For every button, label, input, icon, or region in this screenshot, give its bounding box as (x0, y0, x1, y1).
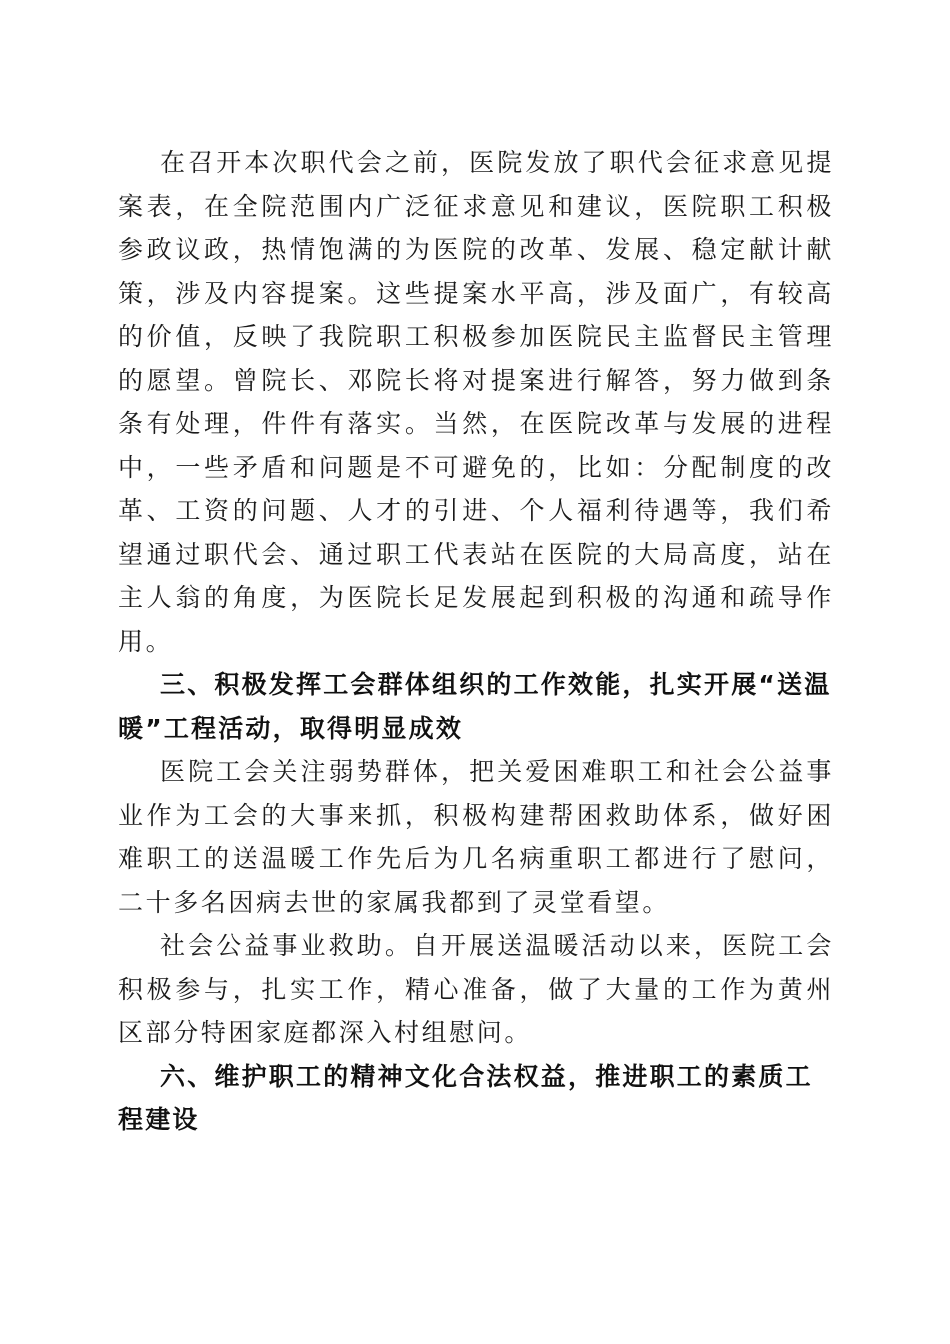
paragraph-proposals: 在召开本次职代会之前，医院发放了职代会征求意见提案表，在全院范围内广泛征求意见和建议，医院职工积极参政议政，热情饱满的为医院的改革、发展、稳定献计献策，涉及内容提案。这些提案水平高，涉及面广，有较高的价值，反映了我院职工积极参加医院民主监督民主管理的愿望。曾院长、邓院长将对提案进行解答，努力做到条条有处理，件件有落实。当然，在医院改革与发展的进程中，一些矛盾和问题是不可避免的，比如：分配制度的改革、工资的问题、人才的引进、个人福利待遇等，我们希望通过职代会、通过职工代表站在医院的大局高度，站在主人翁的角度，为医院长足发展起到积极的沟通和疏导作用。 (118, 148, 834, 656)
document-body (118, 141, 834, 1142)
section-heading-six: 六、维护职工的精神文化合法权益，推进职工的素质工程建设 (118, 1061, 813, 1134)
paragraph-public-welfare: 社会公益事业救助。自开展送温暖活动以来，医院工会积极参与，扎实工作，精心准备，做了大量的工作为黄州区部分特困家庭都深入村组慰问。 (118, 931, 834, 1047)
section-heading-three: 三、积极发挥工会群体组织的工作效能，扎实开展“送温暖”工程活动，取得明显成效 (118, 670, 832, 743)
paragraph-union-care: 医院工会关注弱势群体，把关爱困难职工和社会公益事业作为工会的大事来抓，积极构建帮困救助体系，做好困难职工的送温暖工作先后为几名病重职工都进行了慰问，二十多名因病去世的家属我都到了灵堂看望。 (118, 757, 834, 917)
